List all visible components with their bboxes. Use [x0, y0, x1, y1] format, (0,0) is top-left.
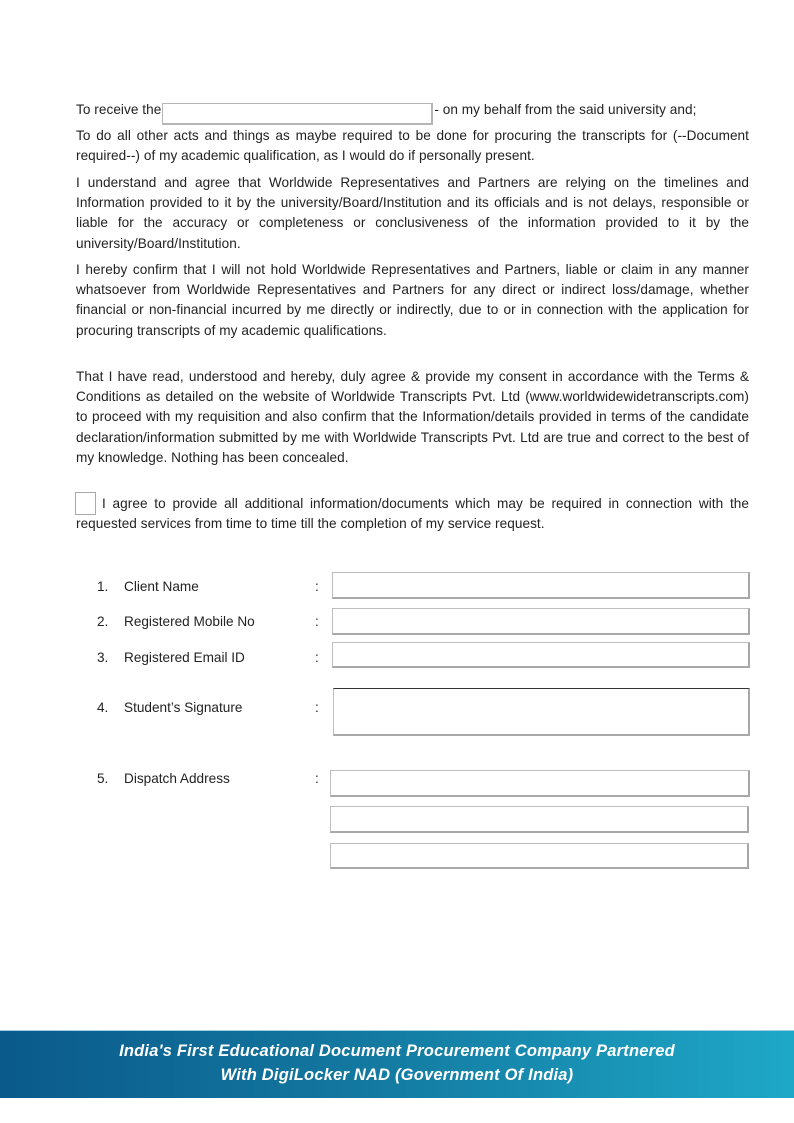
dispatch-address-line-3[interactable] [330, 843, 749, 869]
footer-line-2: With DigiLocker NAD (Government Of India) [220, 1066, 574, 1084]
footer-banner [0, 1030, 794, 1098]
paragraph-acts: To do all other acts and things as maybe required to be done for procuring the transcripts for (--Document required--) of my academic qualification, as I would do if personally present. [76, 128, 749, 164]
client-name-label: Client Name [124, 579, 199, 594]
field-number: 1. [97, 579, 109, 594]
dispatch-address-line-2[interactable] [330, 806, 749, 833]
mobile-label: Registered Mobile No [124, 614, 255, 629]
footer-line-1: India's First Educational Document Procurement Company Partnered [119, 1042, 675, 1060]
colon: : [315, 579, 319, 594]
email-field[interactable] [332, 642, 750, 668]
field-number: 3. [97, 650, 109, 665]
dispatch-address-line-1[interactable] [330, 770, 750, 797]
email-label: Registered Email ID [124, 650, 245, 665]
mobile-field[interactable] [332, 608, 750, 635]
receive-line [76, 100, 749, 125]
colon: : [315, 614, 319, 629]
field-number: 4. [97, 700, 109, 715]
document-receive-input[interactable] [162, 103, 433, 125]
colon: : [315, 771, 319, 786]
signature-field[interactable] [333, 688, 750, 736]
colon: : [315, 650, 319, 665]
colon: : [315, 700, 319, 715]
dispatch-address-label: Dispatch Address [124, 771, 230, 786]
paragraph-confirm: I hereby confirm that I will not hold Worldwide Representatives and Partners, liable or claim in any manner whatsoever from Worldwide Representatives and Partners for any direct or indirect loss/damage, whether financial or non-financial incurred by me directly or indirectly, due to or in connection with the application for procuring transcripts of my academic qualifications. [76, 262, 749, 338]
paragraph-understand: I understand and agree that Worldwide Representatives and Partners are relying on the timelines and Information provided to it by the university/Board/Institution and its officials and is not delays, responsible or liable for the accuracy or completeness or conclusiveness of the information provided to it by the university/Board/Institution. [76, 175, 749, 251]
field-number: 5. [97, 771, 109, 786]
receive-prefix: To receive the [76, 102, 162, 117]
agreement-text: I agree to provide all additional information/documents which may be required in connection with the requested services from time to time till the completion of my service request. [76, 496, 749, 532]
receive-suffix: - on my behalf from the said university and; [434, 102, 697, 117]
signature-label: Student’s Signature [124, 700, 243, 715]
client-name-field[interactable] [332, 572, 750, 599]
field-number: 2. [97, 614, 109, 629]
paragraph-consent: That I have read, understood and hereby, duly agree & provide my consent in accordance with the Terms & Conditions as detailed on the website of Worldwide Transcripts Pvt. Ltd (www.worldwidewidetranscripts.com) to proceed with my requisition and also confirm that the Information/details provided in terms of the candidate declaration/information submitted by me with Worldwide Transcripts Pvt. Ltd are true and correct to the best of my knowledge. Nothing has been concealed. [76, 369, 749, 465]
